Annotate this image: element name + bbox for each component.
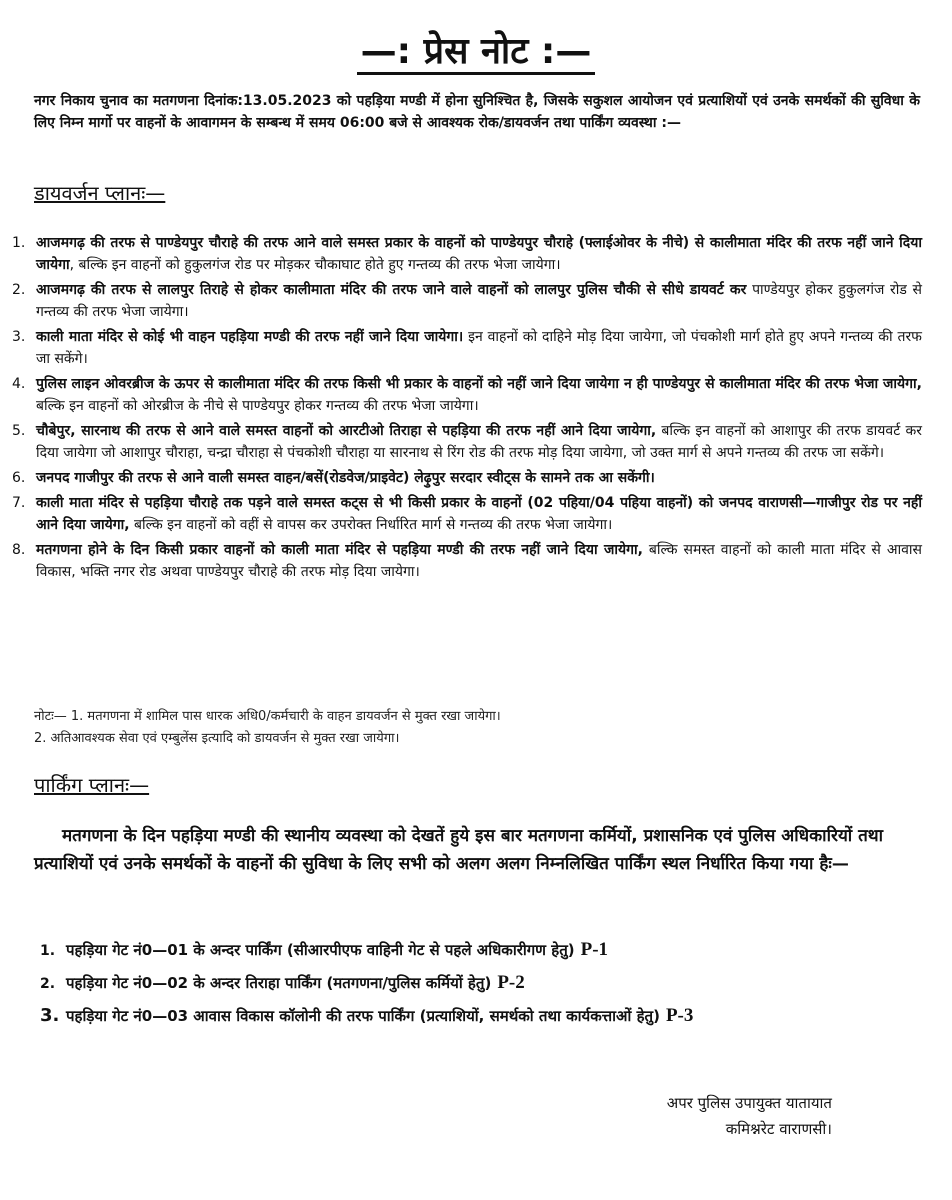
parking-code: P-1 bbox=[580, 939, 609, 960]
parking-text: पहड़िया गेट नं0—02 के अन्दर तिराहा पार्किंग (मतगणना/पुलिस कर्मियों हेतु) bbox=[66, 974, 492, 992]
list-item bbox=[40, 967, 693, 1000]
item-text: बल्कि समस्त वाहनों को काली माता मंदिर से आवास विकास, भक्ति नगर रोड अथवा पाण्डेयपुर चौराहे की तरफ मोड़ दिया जायेगा। bbox=[36, 542, 922, 580]
item-bold-text: आजमगढ़ की तरफ से लालपुर तिराहे से होकर कालीमाता मंदिर की तरफ जाने वाले वाहनों को लालपुर पुलिस चौकी से सीधे डायवर्ट कर bbox=[36, 282, 747, 298]
item-number: 8. bbox=[12, 542, 26, 558]
list-item bbox=[40, 1000, 693, 1032]
item-number: 7. bbox=[12, 495, 26, 511]
signature-designation: अपर पुलिस उपायुक्त यातायात bbox=[666, 1094, 832, 1112]
item-bold-text: पुलिस लाइन ओवरब्रीज के ऊपर से कालीमाता मंदिर की तरफ किसी भी प्रकार के वाहनों को नहीं जाने दिया जायेगा न ही पाण्डेयपुर से कालीमाता मंदिर की तरफ भेजा जायेगा, bbox=[36, 376, 922, 392]
item-number: 5. bbox=[12, 423, 26, 439]
notes-block bbox=[34, 706, 501, 750]
note-line-2: 2. अतिआवश्यक सेवा एवं एम्बुलेंस इत्यादि को डायवर्जन से मुक्त रखा जायेगा। bbox=[34, 731, 400, 746]
page-title bbox=[0, 28, 952, 76]
note-line-1: नोटः— 1. मतगणना में शामिल पास धारक अधि0/कर्मचारी के वाहन डायवर्जन से मुक्त रखा जायेगा। bbox=[34, 709, 501, 724]
item-bold-text: काली माता मंदिर से कोई भी वाहन पहड़िया मण्डी की तरफ नहीं जाने दिया जायेगा। bbox=[36, 329, 464, 345]
intro-paragraph: नगर निकाय चुनाव का मतगणना दिनांक:13.05.2023 को पहड़िया मण्डी में होना सुनिश्चित है, जिसके सकुशल आयोजन एवं प्रत्याशियों एवं उनके समर्थकों की सुविधा के लिए निम्न मार्गो पर वाहनों के आवागमन के सम्बन्ध में समय 06:00 बजे से आवश्यक रोक/डायवर्जन तथा पार्किंग व्यवस्था :— bbox=[34, 93, 920, 131]
item-text: इन वाहनों को दाहिने मोड़ दिया जायेगा, जो पंचकोशी मार्ग होते हुए अपने गन्तव्य की तरफ जा सकेंगे। bbox=[36, 329, 922, 367]
parking-code: P-3 bbox=[665, 1005, 694, 1026]
item-number: 3. bbox=[40, 1005, 60, 1026]
parking-list bbox=[40, 934, 693, 1032]
parking-text: पहड़िया गेट नं0—03 आवास विकास कॉलोनी की तरफ पार्किंग (प्रत्याशियों, समर्थको तथा कार्यकत्ताओं हेतु) bbox=[66, 1007, 660, 1025]
parking-code: P-2 bbox=[497, 972, 525, 993]
item-number: 2. bbox=[12, 282, 26, 298]
signature-block bbox=[667, 1090, 832, 1142]
diversion-list bbox=[12, 232, 922, 586]
item-text: , बल्कि इन वाहनों को हुकुलगंज रोड पर मोड़कर चौकाघाट होते हुए गन्तव्य की तरफ भेजा जायेगा। bbox=[69, 257, 561, 273]
item-text: बल्कि इन वाहनों को ओरब्रीज के नीचे से पाण्डेयपुर होकर गन्तव्य की तरफ भेजा जायेगा। bbox=[36, 398, 479, 414]
item-number: 1. bbox=[12, 235, 26, 251]
signature-office: कमिश्नरेट वाराणसी। bbox=[725, 1120, 832, 1138]
item-text: बल्कि इन वाहनों को आशापुर की तरफ डायवर्ट कर दिया जायेगा जो आशापुर चौराहा, चन्द्रा चौराहा से पंचकोशी चौराहा या सारनाथ से रिंग रोड की तरफ मोड़ दिया जायेगा, जो उक्त मार्ग से अपने गन्तव्य की तरफ जा सकेंगे। bbox=[36, 423, 922, 461]
list-item bbox=[12, 373, 922, 417]
list-item bbox=[12, 326, 922, 370]
list-item bbox=[12, 420, 922, 464]
item-bold-text: काली माता मंदिर से पहड़िया चौराहे तक पड़ने वाले समस्त कट्स से भी किसी प्रकार के वाहनों (02 पहिया/04 पहिया वाहनों) को जनपद वाराणसी—गाजीपुर रोड पर नहीं आने दिया जायेगा, bbox=[36, 495, 922, 533]
item-number: 6. bbox=[12, 470, 26, 486]
parking-text: पहड़िया गेट नं0—01 के अन्दर पार्किंग (सीआरपीएफ वाहिनी गेट से पहले अधिकारीगण हेतु) bbox=[66, 941, 575, 959]
item-bold-text: आजमगढ़ की तरफ से पाण्डेयपुर चौराहे की तरफ आने वाले समस्त प्रकार के वाहनों को पाण्डेयपुर चौराहे (फ्लाईओवर के नीचे) से कालीमाता मंदिर की तरफ नहीं जाने दिया जायेगा bbox=[36, 235, 922, 273]
list-item bbox=[12, 492, 922, 536]
item-number: 1. bbox=[40, 943, 56, 959]
diversion-heading: डायवर्जन प्लानः— bbox=[34, 181, 166, 205]
item-number: 2. bbox=[40, 976, 56, 992]
item-text: पाण्डेयपुर होकर हुकुलगंज रोड से गन्तव्य की तरफ भेजा जायेगा। bbox=[36, 282, 922, 320]
parking-heading: पार्किंग प्लानः— bbox=[34, 773, 150, 797]
list-item bbox=[12, 539, 922, 583]
item-bold-text: जनपद गाजीपुर की तरफ से आने वाली समस्त वाहन/बसें(रोडवेज/प्राइवेट) लेढ़ुपुर सरदार स्वीट्स के सामने तक आ सकेंगी। bbox=[36, 470, 655, 486]
item-number: 4. bbox=[12, 376, 26, 392]
item-number: 3. bbox=[12, 329, 26, 345]
item-bold-text: चौबेपुर, सारनाथ की तरफ से आने वाले समस्त वाहनों को आरटीओ तिराहा से पहड़िया की तरफ नहीं आने दिया जायेगा, bbox=[36, 423, 657, 439]
list-item bbox=[40, 934, 693, 967]
page-title-text: —: प्रेस नोट :— bbox=[357, 31, 596, 75]
list-item bbox=[12, 279, 922, 323]
list-item bbox=[12, 467, 922, 489]
item-text: बल्कि इन वाहनों को वहीं से वापस कर उपरोक्त निर्धारित मार्ग से गन्तव्य की तरफ भेजा जायेगा। bbox=[129, 517, 613, 533]
list-item bbox=[12, 232, 922, 276]
item-bold-text: मतगणना होने के दिन किसी प्रकार वाहनों को काली माता मंदिर से पहड़िया मण्डी की तरफ नहीं जाने दिया जायेगा, bbox=[36, 542, 643, 558]
parking-paragraph: मतगणना के दिन पहड़िया मण्डी की स्थानीय व्यवस्था को देखतें हुये इस बार मतगणना कर्मियों, प्रशासनिक एवं पुलिस अधिकारियों तथा प्रत्याशियों एवं उनके समर्थकों के वाहनों की सुविधा के लिए सभी को अलग अलग निम्नलिखित पार्किंग स्थल निर्धारित किया गया हैः— bbox=[34, 826, 884, 874]
